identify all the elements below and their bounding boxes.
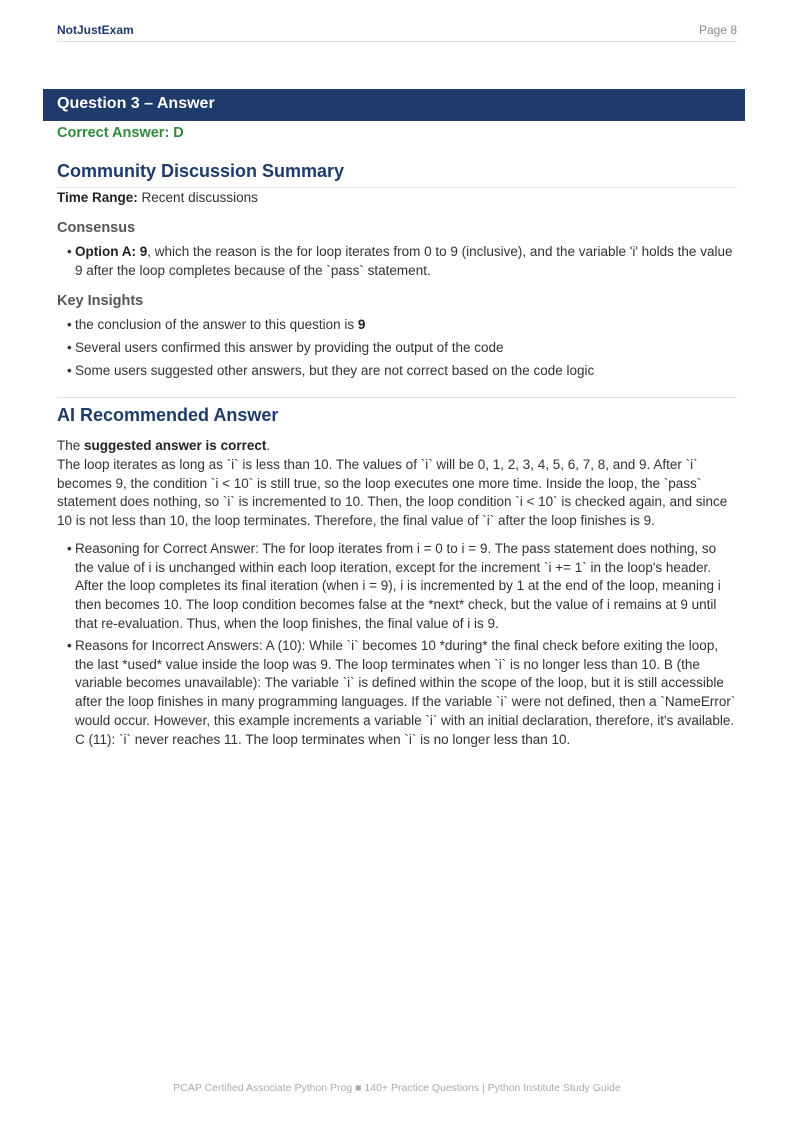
- ai-intro: [57, 437, 737, 456]
- ai-recommended-heading: AI Recommended Answer: [57, 405, 279, 425]
- ai-explanation-paragraph: The loop iterates as long as `i` is less than 10. The values of `i` will be 0, 1, 2, 3, 4, 5, 6, 7, 8, and 9. After `i` becomes 9, the condition `i < 10` is still true, so the loop executes one more time. Inside the loop, the `pass` statement does nothing, so `i` is incremented to 10. Then, the loop condition `i < 10` is checked again, and since 10 is not less than 10, the loop terminates. Therefore, the final value of `i` after the loop finishes is 9.: [57, 457, 728, 529]
- insight-text: the conclusion of the answer to this question is: [75, 317, 358, 332]
- question-title-banner: Question 3 – Answer: [43, 89, 745, 121]
- time-range-label: Time Range:: [57, 190, 138, 205]
- page-header: [57, 22, 737, 42]
- brand-name: NotJustExam: [57, 23, 134, 37]
- insight-answer: 9: [357, 317, 366, 332]
- ai-intro-verdict: suggested answer is correct: [84, 438, 267, 453]
- consensus-item: [57, 243, 737, 280]
- reasoning-incorrect-item: • Reasons for Incorrect Answers: A (10): While `i` becomes 10 *during* the final check before exiting the loop, the last *used* value inside the loop was 9. The loop terminates when `i` is no longer less than 10. B (the variable becomes unavailable): The variable `i` is defined within the scope of the loop, but it is still accessible after the loop finishes in many programming languages. If the variable `i` were not defined, then a `NameError` would occur. However, this example increments a variable `i` with an initial declaration, therefore, it's available. C (11): `i` never reaches 11. The loop terminates when `i` is no longer less than 10.: [57, 637, 737, 749]
- reasoning-correct-item: • Reasoning for Correct Answer: The for loop iterates from i = 0 to i = 9. The pass statement does nothing, so the value of i is unchanged within each loop iteration, except for the increment `i += 1` in the loop's header. After the loop completes its final iteration (when i = 9), i is incremented by 1 at the end of the loop, meaning i then becomes 10. The loop condition becomes false at the *next* check, but the value of i remains at 9 until that re-evaluation. Thus, when the loop finishes, the final value of i is 9.: [57, 540, 737, 634]
- insight-item: • Some users suggested other answers, but they are not correct based on the code logic: [57, 362, 737, 381]
- consensus-heading: Consensus: [57, 220, 136, 236]
- insight-item: [57, 316, 737, 335]
- community-summary-heading: Community Discussion Summary: [57, 161, 737, 188]
- consensus-text: , which the reason is the for loop iterates from 0 to 9 (inclusive), and the variable 'i' holds the value 9 after the loop completes because of the `pass` statement.: [75, 244, 733, 278]
- time-range: [57, 189, 737, 208]
- key-insights-heading: Key Insights: [57, 293, 144, 309]
- consensus-option: Option A: 9: [75, 244, 148, 259]
- time-range-value: Recent discussions: [141, 190, 258, 205]
- correct-answer: Correct Answer: D: [57, 125, 184, 141]
- page-footer: PCAP Certified Associate Python Prog ■ 140+ Practice Questions | Python Institute Study Guide: [173, 1082, 621, 1094]
- section-divider: [57, 397, 737, 398]
- ai-intro-prefix: The: [57, 438, 85, 453]
- insight-item: • Several users confirmed this answer by providing the output of the code: [57, 339, 737, 358]
- page-number: Page 8: [698, 23, 737, 37]
- ai-intro-suffix: .: [266, 438, 271, 453]
